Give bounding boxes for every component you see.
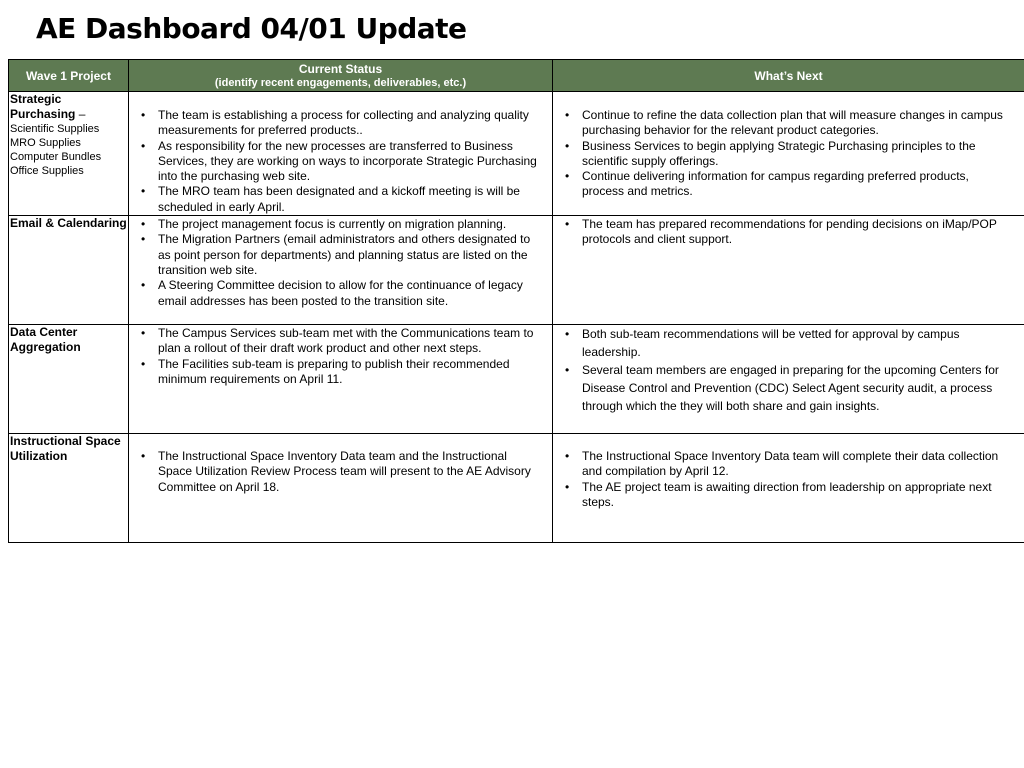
project-cell	[9, 434, 129, 543]
list-item: • The Instructional Space Inventory Data team and the Instructional Space Utilization Review Process team will present to the AE Advisory Committee on April 18.	[158, 449, 542, 495]
project-name: Data Center Aggregation	[10, 325, 81, 355]
status-list	[129, 434, 552, 495]
list-item: • The team is establishing a process for collecting and analyzing quality measurements for preferred products..	[158, 108, 542, 139]
list-item: • As responsibility for the new processes are transferred to Business Services, they are working on ways to incorporate Strategic Purchasing into the purchasing web site.	[158, 139, 542, 185]
status-cell	[129, 434, 553, 543]
next-list	[553, 434, 1024, 510]
next-list	[553, 325, 1024, 415]
status-list	[129, 92, 552, 215]
project-name: Strategic Purchasing	[10, 92, 76, 121]
header-status-label: Current Status	[298, 61, 383, 76]
next-cell	[553, 92, 1024, 216]
project-cell	[9, 216, 129, 325]
page-title: AE Dashboard 04/01 Update	[36, 12, 467, 45]
project-name: Email & Calendaring	[10, 216, 127, 231]
next-cell	[553, 434, 1024, 543]
list-item: • The Facilities sub-team is preparing to publish their recommended minimum requirements on April 11.	[158, 357, 542, 388]
project-cell	[9, 325, 129, 434]
list-item: • Business Services to begin applying Strategic Purchasing principles to the scientific supply offerings.	[582, 139, 1014, 170]
project-name: Instructional Space Utilization	[10, 434, 121, 464]
next-list	[553, 216, 1024, 248]
list-item: • The Migration Partners (email administrators and others designated to as point person for departments) and planning status are listed on the transition web site.	[158, 232, 542, 278]
status-cell	[129, 92, 553, 216]
table-row	[9, 434, 1024, 543]
table-row	[9, 216, 1024, 325]
table-row	[9, 325, 1024, 434]
project-subitems	[10, 122, 128, 178]
status-cell	[129, 325, 553, 434]
header-status	[129, 60, 553, 92]
list-item: • The AE project team is awaiting direction from leadership on appropriate next steps.	[582, 480, 1014, 511]
next-list	[553, 92, 1024, 200]
status-cell	[129, 216, 553, 325]
table-row	[9, 92, 1024, 216]
list-item: • The project management focus is currently on migration planning.	[158, 217, 542, 232]
list-item: • The MRO team has been designated and a kickoff meeting is will be scheduled in early April.	[158, 184, 542, 215]
header-row	[9, 60, 1024, 92]
project-name-suffix: –	[75, 107, 86, 121]
header-status-sub: (identify recent engagements, deliverables, etc.)	[214, 76, 467, 89]
status-list	[129, 216, 552, 309]
list-item: • The Instructional Space Inventory Data team will complete their data collection and compilation by April 12.	[582, 449, 1014, 480]
list-item: • Continue delivering information for campus regarding preferred products, process and metrics.	[582, 169, 1014, 200]
dashboard-table	[8, 59, 1024, 543]
list-item: • Several team members are engaged in preparing for the upcoming Centers for Disease Control and Prevention (CDC) Select Agent security audit, a process through which the they will both share and gain insights.	[582, 361, 1014, 415]
list-item: • The team has prepared recommendations for pending decisions on iMap/POP protocols and client support.	[582, 217, 1014, 248]
list-item: • A Steering Committee decision to allow for the continuance of legacy email addresses has been posted to the transition site.	[158, 278, 542, 309]
next-cell	[553, 325, 1024, 434]
header-next: What’s Next	[553, 60, 1024, 92]
next-cell	[553, 216, 1024, 325]
project-cell	[9, 92, 129, 216]
project-subitem: Office Supplies	[10, 165, 84, 177]
list-item: • Continue to refine the data collection plan that will measure changes in campus purchasing behavior for the relevant product categories.	[582, 108, 1014, 139]
project-subitem: Scientific Supplies	[10, 123, 100, 135]
project-subitem: Computer Bundles	[10, 151, 102, 163]
header-project: Wave 1 Project	[9, 60, 129, 92]
list-item: • The Campus Services sub-team met with the Communications team to plan a rollout of their draft work product and other next steps.	[158, 326, 542, 357]
list-item: • Both sub-team recommendations will be vetted for approval by campus leadership.	[582, 325, 1014, 361]
status-list	[129, 325, 552, 387]
project-subitem: MRO Supplies	[10, 137, 81, 149]
